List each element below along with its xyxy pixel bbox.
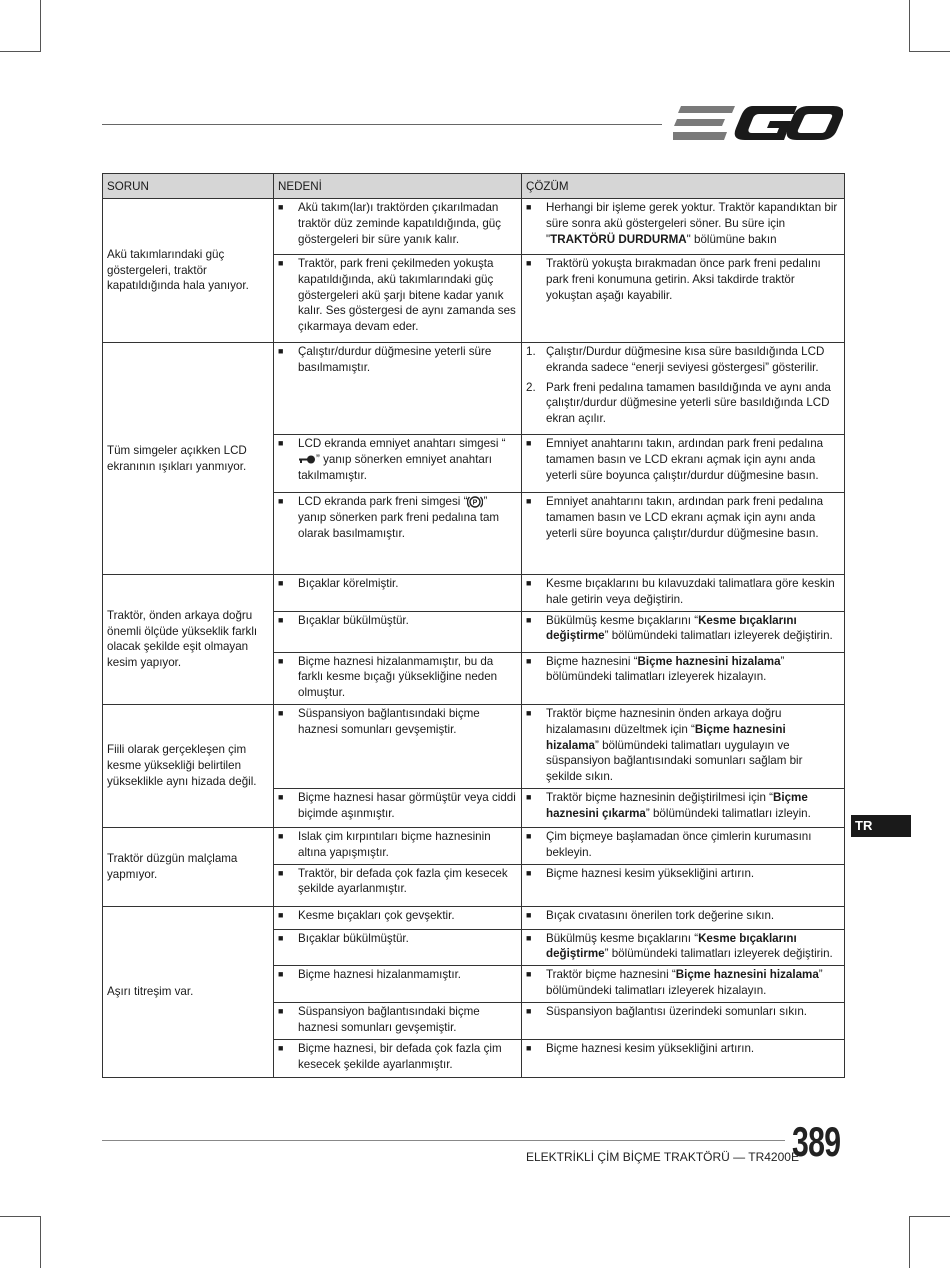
square-bullet-icon: ■ [278,867,284,878]
cause-cell: ■ LCD ekranda emniyet anahtarı simgesi “” yanıp sönerken emniyet anahtarı takılmamıştır. [274,435,522,493]
solution-cell: ■ Biçme haznesini “Biçme haznesini hizalama” bölümündeki talimatları izleyerek hizalayın. [522,652,845,704]
square-bullet-icon: ■ [526,1006,532,1017]
solution-cell: ■ Biçme haznesi kesim yüksekliğini artırın. [522,864,845,906]
square-bullet-icon: ■ [278,614,284,625]
square-bullet-icon: ■ [278,1042,284,1053]
square-bullet-icon: ■ [278,346,284,356]
problem-cell: Traktör düzgün malçlama yapmıyor. [103,827,274,906]
header-cozum: ÇÖZÜM [522,174,845,199]
square-bullet-icon: ■ [278,496,284,506]
square-bullet-icon: ■ [526,438,532,448]
square-bullet-icon: ■ [526,932,532,943]
crop-mark [0,51,40,52]
square-bullet-icon: ■ [526,830,532,841]
crop-mark [40,1216,41,1268]
square-bullet-icon: ■ [278,202,284,212]
table-row [103,704,845,788]
square-bullet-icon: ■ [278,707,284,718]
square-bullet-icon: ■ [526,707,532,718]
square-bullet-icon: ■ [526,202,532,212]
cause-cell: ■ Biçme haznesi hizalanmamıştır, bu da farklı kesme bıçağı yüksekliğine neden olmuştur. [274,652,522,704]
troubleshooting-table [102,173,845,1078]
header-nedeni: NEDENİ [274,174,522,199]
square-bullet-icon: ■ [526,791,532,802]
cause-cell: ■ Islak çim kırpıntıları biçme haznesinin altına yapışmıştır. [274,827,522,864]
solution-cell: ■ Süspansiyon bağlantısı üzerindeki somunları sıkın. [522,1003,845,1040]
table-row [103,906,845,929]
square-bullet-icon: ■ [526,258,532,268]
cause-cell: ■ Akü takım(lar)ı traktörden çıkarılmadan traktör düz zeminde kapatıldığında, güç göstergeleri bir süre yanık kalır. [274,199,522,255]
problem-cell: Aşırı titreşim var. [103,906,274,1077]
square-bullet-icon: ■ [278,578,284,588]
numbered-step: 1. Çalıştır/Durdur düğmesine kısa süre basıldığında LCD ekranda sadece “enerji seviyesi göstergesi” gösterilir. [526,345,825,374]
cause-cell: ■ Biçme haznesi, bir defada çok fazla çim kesecek şekilde ayarlanmıştır. [274,1039,522,1077]
safety-key-icon [298,455,316,464]
cause-cell: ■ Bıçaklar bükülmüştür. [274,611,522,652]
square-bullet-icon: ■ [278,969,284,980]
solution-cell: ■ Bükülmüş kesme bıçaklarını “Kesme bıçaklarını değiştirme” bölümündeki talimatları izleyerek değiştirin. [522,611,845,652]
table-row [103,199,845,255]
crop-mark [909,1216,910,1268]
problem-cell: Akü takımlarındaki güç göstergeleri, traktör kapatıldığında hala yanıyor. [103,199,274,343]
crop-mark [0,1216,40,1217]
cause-cell: ■ Bıçaklar bükülmüştür. [274,929,522,966]
square-bullet-icon: ■ [278,438,284,448]
square-bullet-icon: ■ [526,867,532,878]
crop-mark [910,1216,950,1217]
problem-cell: Fiili olarak gerçekleşen çim kesme yüksekliği belirtilen yükseklikle aynı hizada değil. [103,704,274,827]
ego-logo [673,104,843,144]
solution-cell: ■ Traktör biçme haznesinin önden arkaya doğru hizalamasını düzeltmek için “Biçme haznesini hizalama” bölümündeki talimatları uygulayın ve süspansiyon bağlantısındaki somunları sağlam bir şekilde sıkın. [522,704,845,788]
square-bullet-icon: ■ [278,258,284,268]
crop-mark [40,0,41,52]
problem-cell: Traktör, önden arkaya doğru önemli ölçüde yükseklik farklı olacak şekilde eşit olmayan kesim yapıyor. [103,575,274,705]
solution-cell: ■ Emniyet anahtarını takın, ardından park freni pedalına tamamen basın ve LCD ekranı açmak için aynı anda yeterli süre boyunca çalıştır/durdur düğmesine basın. [522,493,845,575]
language-tab: TR [851,815,911,837]
square-bullet-icon: ■ [526,909,532,920]
solution-cell: ■ Bükülmüş kesme bıçaklarını “Kesme bıçaklarını değiştirme” bölümündeki talimatları izleyerek değiştirin. [522,929,845,966]
solution-cell: ■ Biçme haznesi kesim yüksekliğini artırın. [522,1039,845,1077]
cause-cell: ■ Biçme haznesi hasar görmüştür veya ciddi biçimde aşınmıştır. [274,788,522,827]
cause-cell: ■ Traktör, park freni çekilmeden yokuşta kapatıldığında, akü takımlarındaki güç göstergeleri akü şarjı bitene kadar yanık kalır. Ses göstergesi de aynı zamanda ses çıkarmaya devam eder. [274,255,522,343]
square-bullet-icon: ■ [278,830,284,841]
footer-rule [102,1140,785,1141]
cause-cell: ■ Bıçaklar körelmiştir. [274,575,522,612]
solution-cell [522,343,845,435]
table-row [103,343,845,435]
header-sorun: SORUN [103,174,274,199]
solution-cell: ■ Herhangi bir işleme gerek yoktur. Traktör kapandıktan bir süre sonra akü göstergeleri söner. Bu süre için "TRAKTÖRÜ DURDURMA" bölümüne bakın [522,199,845,255]
square-bullet-icon: ■ [526,655,532,666]
numbered-step: 2. Park freni pedalına tamamen basıldığında ve aynı anda çalıştır/durdur düğmesine yeterli süre basıldığında LCD ekran açılır. [526,380,831,426]
square-bullet-icon: ■ [278,791,284,802]
square-bullet-icon: ■ [526,1042,532,1053]
cause-cell: ■ Kesme bıçakları çok gevşektir. [274,906,522,929]
header-rule [102,124,662,125]
problem-cell: Tüm simgeler açıkken LCD ekranının ışıkları yanmıyor. [103,343,274,575]
crop-mark [909,0,910,52]
solution-cell: ■ Traktörü yokuşta bırakmadan önce park freni pedalını park freni konumuna getirin. Aksi takdirde traktör yokuştan aşağı kayabilir. [522,255,845,343]
square-bullet-icon: ■ [526,578,532,588]
solution-cell: ■ Emniyet anahtarını takın, ardından park freni pedalına tamamen basın ve LCD ekranı açmak için aynı anda yeterli süre boyunca çalıştır/durdur düğmesine basın. [522,435,845,493]
table-row [103,827,845,864]
cause-cell: ■ Süspansiyon bağlantısındaki biçme haznesi somunları gevşemiştir. [274,704,522,788]
page-number: 389 [792,1118,841,1165]
solution-cell: ■ Traktör biçme haznesinin değiştirilmesi için “Biçme haznesini çıkarma” bölümündeki talimatları izleyin. [522,788,845,827]
square-bullet-icon: ■ [526,969,532,980]
crop-mark [910,51,950,52]
square-bullet-icon: ■ [526,496,532,506]
table-header-row [103,174,845,199]
square-bullet-icon: ■ [278,932,284,943]
solution-cell: ■ Traktör biçme haznesini “Biçme haznesini hizalama” bölümündeki talimatları izleyerek hizalayın. [522,966,845,1003]
cause-cell: ■ Süspansiyon bağlantısındaki biçme haznesi somunları gevşemiştir. [274,1003,522,1040]
cause-cell: ■ Çalıştır/durdur düğmesine yeterli süre basılmamıştır. [274,343,522,435]
square-bullet-icon: ■ [526,614,532,625]
square-bullet-icon: ■ [278,1006,284,1017]
solution-cell: ■ Kesme bıçaklarını bu kılavuzdaki talimatlara göre keskin hale getirin veya değiştirin. [522,575,845,612]
solution-cell: ■ Bıçak cıvatasını önerilen tork değerine sıkın. [522,906,845,929]
square-bullet-icon: ■ [278,655,284,666]
svg-text:P: P [473,499,478,507]
square-bullet-icon: ■ [278,909,284,920]
solution-cell: ■ Çim biçmeye başlamadan önce çimlerin kurumasını bekleyin. [522,827,845,864]
park-brake-icon [467,494,483,510]
footer-title: ELEKTRİKLİ ÇİM BİÇME TRAKTÖRÜ — TR4200E [526,1150,799,1164]
cause-cell: ■ Traktör, bir defada çok fazla çim kesecek şekilde ayarlanmıştır. [274,864,522,906]
cause-cell: ■ Biçme haznesi hizalanmamıştır. [274,966,522,1003]
table-row [103,575,845,612]
cause-cell: ■ LCD ekranda park freni simgesi “ P ” yanıp sönerken park freni pedalına tam olarak basılmamıştır. [274,493,522,575]
